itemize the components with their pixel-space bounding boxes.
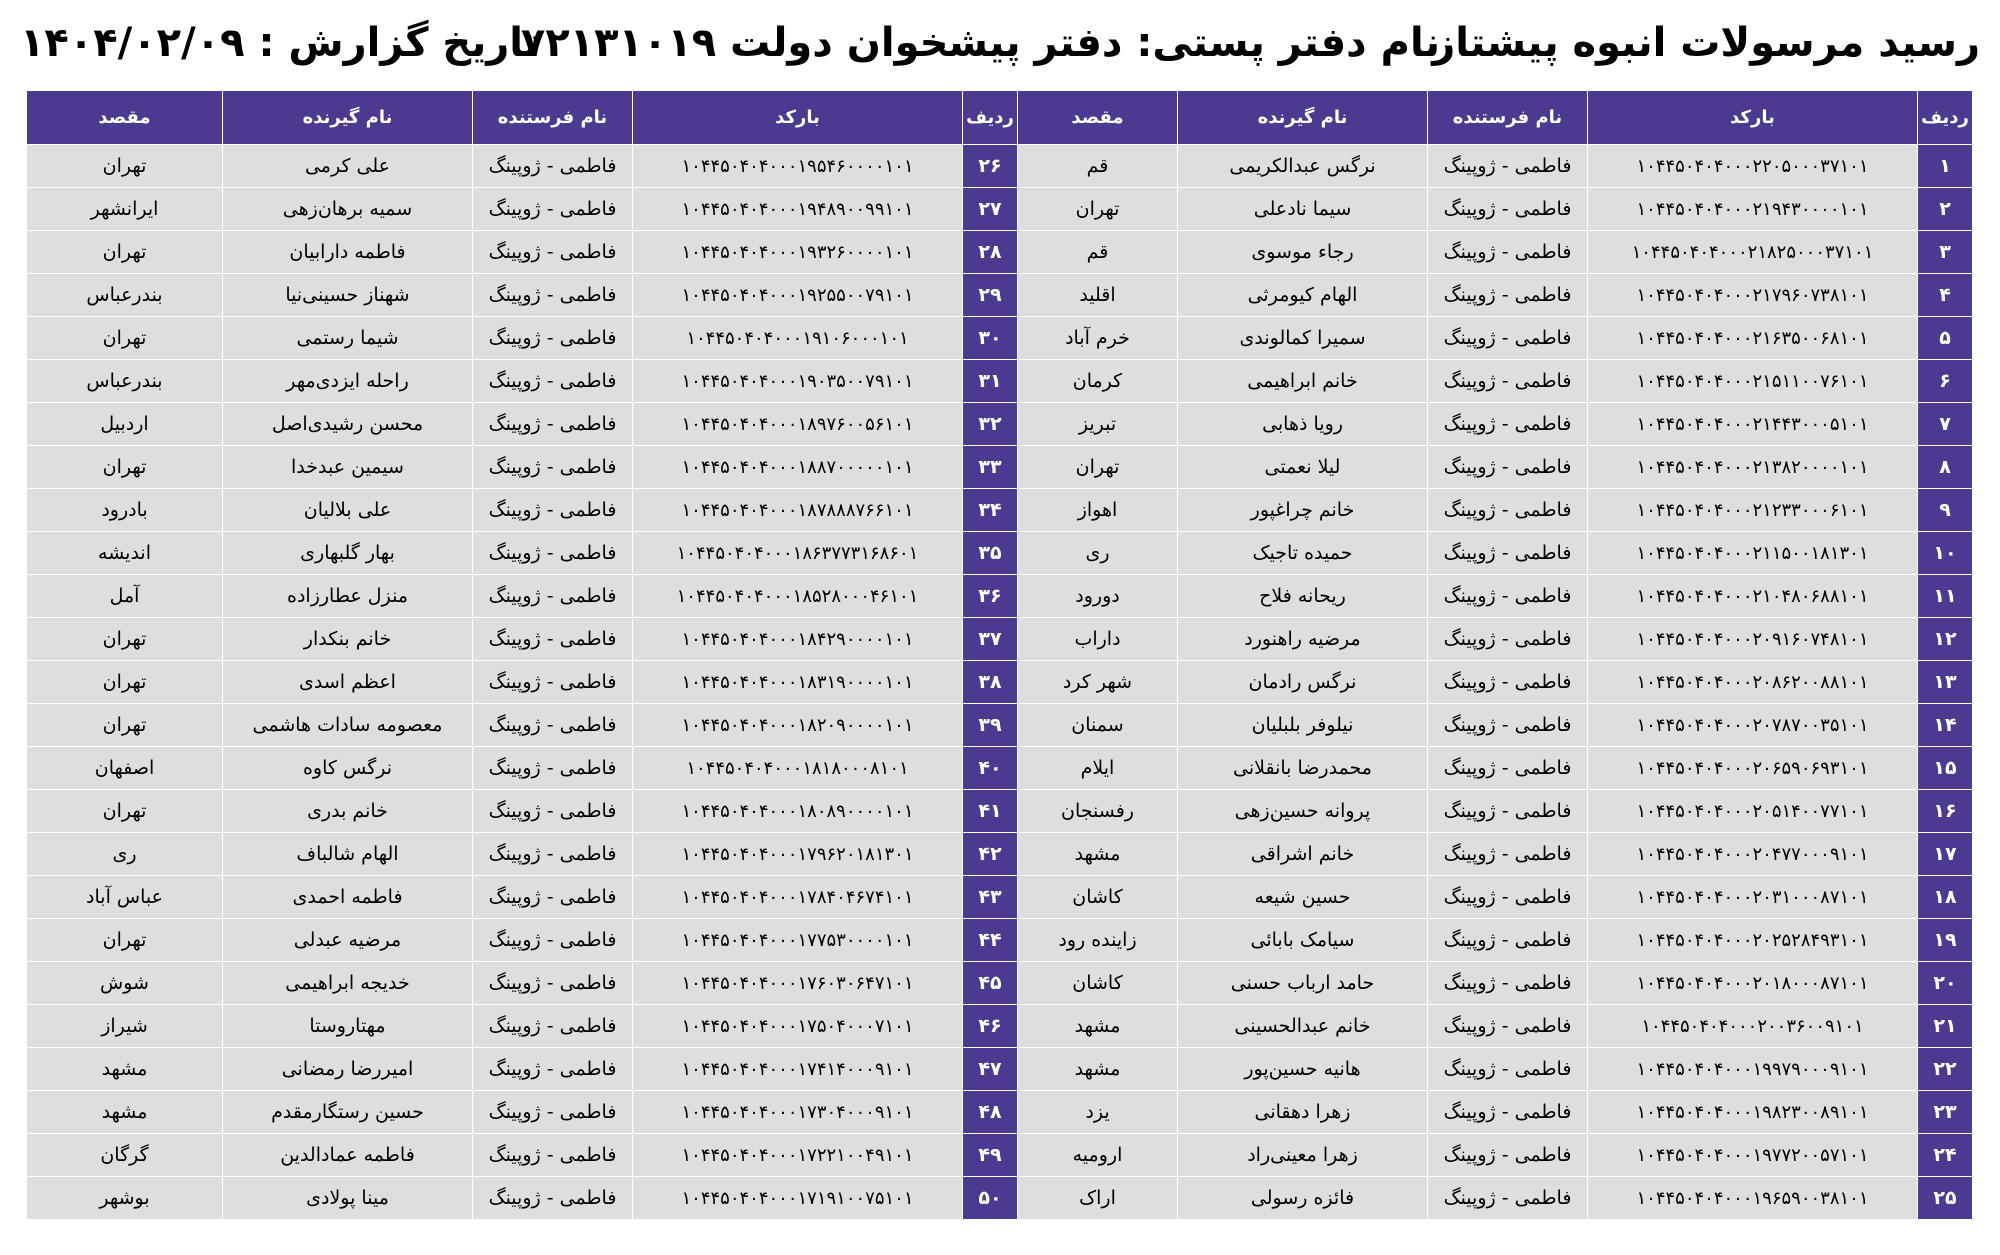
cell-barcode: ۱۰۴۴۵۰۴۰۴۰۰۰۲۰۳۱۰۰۰۸۷۱۰۱ — [1588, 876, 1918, 919]
table-row — [27, 1048, 1973, 1091]
cell-sender: فاطمی - ژوپینگ — [473, 145, 633, 188]
cell-sender: فاطمی - ژوپینگ — [473, 489, 633, 532]
cell-row-number: ۱۳ — [1918, 661, 1973, 704]
cell-destination: مشهد — [1018, 1048, 1178, 1091]
cell-sender: فاطمی - ژوپینگ — [473, 1177, 633, 1220]
cell-destination: اهواز — [1018, 489, 1178, 532]
cell-receiver: خانم بدری — [223, 790, 473, 833]
cell-row-number: ۲۱ — [1918, 1005, 1973, 1048]
cell-receiver: شیما رستمی — [223, 317, 473, 360]
cell-row-number: ۴۵ — [963, 962, 1018, 1005]
cell-row-number: ۳۶ — [963, 575, 1018, 618]
cell-sender: فاطمی - ژوپینگ — [1428, 1177, 1588, 1220]
cell-barcode: ۱۰۴۴۵۰۴۰۴۰۰۰۱۸۸۷۰۰۰۰۰۱۰۱ — [633, 446, 963, 489]
cell-barcode: ۱۰۴۴۵۰۴۰۴۰۰۰۲۰۹۱۶۰۷۴۸۱۰۱ — [1588, 618, 1918, 661]
cell-barcode: ۱۰۴۴۵۰۴۰۴۰۰۰۲۰۸۶۲۰۰۸۸۱۰۱ — [1588, 661, 1918, 704]
cell-row-number: ۱۶ — [1918, 790, 1973, 833]
cell-row-number: ۳۹ — [963, 704, 1018, 747]
cell-row-number: ۳۲ — [963, 403, 1018, 446]
cell-destination: خرم آباد — [1018, 317, 1178, 360]
cell-destination: مشهد — [27, 1048, 223, 1091]
cell-barcode: ۱۰۴۴۵۰۴۰۴۰۰۰۱۹۰۳۵۰۰۷۹۱۰۱ — [633, 360, 963, 403]
cell-receiver: نیلوفر بلبلیان — [1178, 704, 1428, 747]
cell-receiver: فاطمه دارابیان — [223, 231, 473, 274]
cell-receiver: فاطمه عمادالدین — [223, 1134, 473, 1177]
cell-receiver: زهرا معینی‌راد — [1178, 1134, 1428, 1177]
cell-row-number: ۲۷ — [963, 188, 1018, 231]
cell-sender: فاطمی - ژوپینگ — [1428, 532, 1588, 575]
cell-destination: شیراز — [27, 1005, 223, 1048]
cell-receiver: مرضیه راهنورد — [1178, 618, 1428, 661]
cell-row-number: ۴۴ — [963, 919, 1018, 962]
cell-destination: تهران — [27, 446, 223, 489]
cell-sender: فاطمی - ژوپینگ — [473, 704, 633, 747]
cell-destination: تهران — [1018, 446, 1178, 489]
cell-sender: فاطمی - ژوپینگ — [1428, 1048, 1588, 1091]
table-row — [27, 790, 1973, 833]
cell-receiver: رویا ذهابی — [1178, 403, 1428, 446]
cell-sender: فاطمی - ژوپینگ — [473, 1005, 633, 1048]
cell-barcode: ۱۰۴۴۵۰۴۰۴۰۰۰۲۱۷۹۶۰۷۳۸۱۰۱ — [1588, 274, 1918, 317]
cell-destination: مشهد — [27, 1091, 223, 1134]
cell-barcode: ۱۰۴۴۵۰۴۰۴۰۰۰۱۸۰۸۹۰۰۰۰۱۰۱ — [633, 790, 963, 833]
cell-row-number: ۱۹ — [1918, 919, 1973, 962]
cell-receiver: مرضیه عبدلی — [223, 919, 473, 962]
cell-sender: فاطمی - ژوپینگ — [1428, 747, 1588, 790]
cell-sender: فاطمی - ژوپینگ — [1428, 360, 1588, 403]
cell-row-number: ۳۷ — [963, 618, 1018, 661]
cell-sender: فاطمی - ژوپینگ — [473, 876, 633, 919]
col-header-sender: نام فرستنده — [1428, 91, 1588, 145]
cell-receiver: فاطمه احمدی — [223, 876, 473, 919]
cell-receiver: محمدرضا بانقلانی — [1178, 747, 1428, 790]
cell-destination: یزد — [1018, 1091, 1178, 1134]
col-header-row-number: ردیف — [1918, 91, 1973, 145]
cell-receiver: سمیه برهان‌زهی — [223, 188, 473, 231]
cell-barcode: ۱۰۴۴۵۰۴۰۴۰۰۰۱۷۶۰۳۰۶۴۷۱۰۱ — [633, 962, 963, 1005]
cell-receiver: سیمین عبدخدا — [223, 446, 473, 489]
cell-destination: دورود — [1018, 575, 1178, 618]
cell-row-number: ۱ — [1918, 145, 1973, 188]
cell-row-number: ۲۸ — [963, 231, 1018, 274]
cell-sender: فاطمی - ژوپینگ — [473, 274, 633, 317]
cell-barcode: ۱۰۴۴۵۰۴۰۴۰۰۰۲۱۸۲۵۰۰۰۳۷۱۰۱ — [1588, 231, 1918, 274]
cell-receiver: هانیه حسین‌پور — [1178, 1048, 1428, 1091]
cell-barcode: ۱۰۴۴۵۰۴۰۴۰۰۰۲۰۱۸۰۰۰۸۷۱۰۱ — [1588, 962, 1918, 1005]
table-row — [27, 188, 1973, 231]
cell-sender: فاطمی - ژوپینگ — [1428, 575, 1588, 618]
report-title: رسید مرسولات انبوه پیشتاز — [1432, 20, 1980, 66]
cell-barcode: ۱۰۴۴۵۰۴۰۴۰۰۰۲۱۳۸۲۰۰۰۰۱۰۱ — [1588, 446, 1918, 489]
cell-row-number: ۲۹ — [963, 274, 1018, 317]
cell-destination: شهر کرد — [1018, 661, 1178, 704]
cell-sender: فاطمی - ژوپینگ — [1428, 274, 1588, 317]
table-row — [27, 1177, 1973, 1220]
col-header-receiver: نام گیرنده — [223, 91, 473, 145]
cell-destination: تهران — [27, 661, 223, 704]
cell-destination: شوش — [27, 962, 223, 1005]
cell-barcode: ۱۰۴۴۵۰۴۰۴۰۰۰۱۹۴۸۹۰۰۹۹۱۰۱ — [633, 188, 963, 231]
cell-row-number: ۵۰ — [963, 1177, 1018, 1220]
cell-sender: فاطمی - ژوپینگ — [1428, 618, 1588, 661]
cell-receiver: حسین شیعه — [1178, 876, 1428, 919]
cell-barcode: ۱۰۴۴۵۰۴۰۴۰۰۰۲۱۰۴۸۰۶۸۸۱۰۱ — [1588, 575, 1918, 618]
table-row — [27, 876, 1973, 919]
cell-row-number: ۲۴ — [1918, 1134, 1973, 1177]
cell-sender: فاطمی - ژوپینگ — [473, 919, 633, 962]
cell-destination: تهران — [27, 704, 223, 747]
cell-row-number: ۴۲ — [963, 833, 1018, 876]
cell-sender: فاطمی - ژوپینگ — [1428, 403, 1588, 446]
cell-row-number: ۳۰ — [963, 317, 1018, 360]
cell-barcode: ۱۰۴۴۵۰۴۰۴۰۰۰۱۹۳۲۶۰۰۰۰۱۰۱ — [633, 231, 963, 274]
cell-destination: ایلام — [1018, 747, 1178, 790]
cell-sender: فاطمی - ژوپینگ — [473, 360, 633, 403]
cell-barcode: ۱۰۴۴۵۰۴۰۴۰۰۰۱۷۱۹۱۰۰۷۵۱۰۱ — [633, 1177, 963, 1220]
cell-barcode: ۱۰۴۴۵۰۴۰۴۰۰۰۱۹۵۴۶۰۰۰۰۱۰۱ — [633, 145, 963, 188]
cell-sender: فاطمی - ژوپینگ — [1428, 317, 1588, 360]
cell-barcode: ۱۰۴۴۵۰۴۰۴۰۰۰۲۰۴۷۷۰۰۰۹۱۰۱ — [1588, 833, 1918, 876]
cell-destination: تهران — [27, 618, 223, 661]
cell-destination: ری — [1018, 532, 1178, 575]
cell-receiver: خانم عبدالحسینی — [1178, 1005, 1428, 1048]
cell-receiver: راحله ایزدی‌مهر — [223, 360, 473, 403]
cell-barcode: ۱۰۴۴۵۰۴۰۴۰۰۰۱۹۷۷۲۰۰۵۷۱۰۱ — [1588, 1134, 1918, 1177]
cell-destination: رفسنجان — [1018, 790, 1178, 833]
cell-barcode: ۱۰۴۴۵۰۴۰۴۰۰۰۱۹۶۵۹۰۰۳۸۱۰۱ — [1588, 1177, 1918, 1220]
cell-barcode: ۱۰۴۴۵۰۴۰۴۰۰۰۱۸۶۳۷۷۳۱۶۸۶۰۱ — [633, 532, 963, 575]
table-row — [27, 618, 1973, 661]
cell-receiver: معصومه سادات هاشمی — [223, 704, 473, 747]
cell-sender: فاطمی - ژوپینگ — [473, 1134, 633, 1177]
cell-destination: زاینده رود — [1018, 919, 1178, 962]
table-row — [27, 403, 1973, 446]
cell-barcode: ۱۰۴۴۵۰۴۰۴۰۰۰۱۷۳۰۴۰۰۰۹۱۰۱ — [633, 1091, 963, 1134]
table-row — [27, 747, 1973, 790]
cell-sender: فاطمی - ژوپینگ — [1428, 446, 1588, 489]
cell-row-number: ۴۱ — [963, 790, 1018, 833]
cell-destination: ارومیه — [1018, 1134, 1178, 1177]
cell-sender: فاطمی - ژوپینگ — [473, 188, 633, 231]
cell-destination: تهران — [1018, 188, 1178, 231]
cell-receiver: شهناز حسینی‌نیا — [223, 274, 473, 317]
cell-sender: فاطمی - ژوپینگ — [473, 661, 633, 704]
cell-barcode: ۱۰۴۴۵۰۴۰۴۰۰۰۲۱۲۳۳۰۰۰۶۱۰۱ — [1588, 489, 1918, 532]
cell-sender: فاطمی - ژوپینگ — [473, 747, 633, 790]
cell-sender: فاطمی - ژوپینگ — [473, 833, 633, 876]
cell-barcode: ۱۰۴۴۵۰۴۰۴۰۰۰۲۱۵۱۱۰۰۷۶۱۰۱ — [1588, 360, 1918, 403]
cell-receiver: الهام کیومرثی — [1178, 274, 1428, 317]
cell-barcode: ۱۰۴۴۵۰۴۰۴۰۰۰۲۱۶۳۵۰۰۶۸۱۰۱ — [1588, 317, 1918, 360]
cell-row-number: ۳ — [1918, 231, 1973, 274]
cell-sender: فاطمی - ژوپینگ — [473, 403, 633, 446]
cell-barcode: ۱۰۴۴۵۰۴۰۴۰۰۰۱۷۹۶۲۰۱۸۱۳۰۱ — [633, 833, 963, 876]
cell-barcode: ۱۰۴۴۵۰۴۰۴۰۰۰۲۲۰۵۰۰۰۳۷۱۰۱ — [1588, 145, 1918, 188]
cell-row-number: ۳۳ — [963, 446, 1018, 489]
cell-sender: فاطمی - ژوپینگ — [473, 317, 633, 360]
table-row — [27, 962, 1973, 1005]
cell-row-number: ۹ — [1918, 489, 1973, 532]
col-header-row-number: ردیف — [963, 91, 1018, 145]
cell-row-number: ۳۴ — [963, 489, 1018, 532]
cell-receiver: بهار گلبهاری — [223, 532, 473, 575]
cell-destination: آمل — [27, 575, 223, 618]
cell-row-number: ۱۴ — [1918, 704, 1973, 747]
cell-receiver: علی بلالیان — [223, 489, 473, 532]
cell-destination: مشهد — [1018, 833, 1178, 876]
cell-row-number: ۶ — [1918, 360, 1973, 403]
table-row — [27, 833, 1973, 876]
cell-receiver: لیلا نعمتی — [1178, 446, 1428, 489]
cell-sender: فاطمی - ژوپینگ — [473, 618, 633, 661]
cell-sender: فاطمی - ژوپینگ — [473, 1091, 633, 1134]
table-row — [27, 231, 1973, 274]
cell-barcode: ۱۰۴۴۵۰۴۰۴۰۰۰۱۹۹۷۹۰۰۰۹۱۰۱ — [1588, 1048, 1918, 1091]
cell-sender: فاطمی - ژوپینگ — [1428, 1134, 1588, 1177]
cell-barcode: ۱۰۴۴۵۰۴۰۴۰۰۰۱۹۸۲۳۰۰۸۹۱۰۱ — [1588, 1091, 1918, 1134]
cell-destination: اصفهان — [27, 747, 223, 790]
cell-receiver: نرگس رادمان — [1178, 661, 1428, 704]
cell-sender: فاطمی - ژوپینگ — [1428, 661, 1588, 704]
table-row — [27, 317, 1973, 360]
cell-row-number: ۱۰ — [1918, 532, 1973, 575]
cell-destination: اراک — [1018, 1177, 1178, 1220]
cell-row-number: ۲۵ — [1918, 1177, 1973, 1220]
cell-barcode: ۱۰۴۴۵۰۴۰۴۰۰۰۱۸۱۸۰۰۰۸۱۰۱ — [633, 747, 963, 790]
cell-receiver: مینا پولادی — [223, 1177, 473, 1220]
cell-receiver: پروانه حسین‌زهی — [1178, 790, 1428, 833]
col-header-sender: نام فرستنده — [473, 91, 633, 145]
cell-sender: فاطمی - ژوپینگ — [1428, 833, 1588, 876]
cell-sender: فاطمی - ژوپینگ — [1428, 145, 1588, 188]
cell-sender: فاطمی - ژوپینگ — [1428, 876, 1588, 919]
cell-barcode: ۱۰۴۴۵۰۴۰۴۰۰۰۲۰۲۵۲۸۴۹۳۱۰۱ — [1588, 919, 1918, 962]
table-row — [27, 360, 1973, 403]
col-header-destination: مقصد — [27, 91, 223, 145]
cell-row-number: ۵ — [1918, 317, 1973, 360]
table-row — [27, 145, 1973, 188]
cell-row-number: ۱۱ — [1918, 575, 1973, 618]
report-date: تاریخ گزارش : ۱۴۰۴/۰۲/۰۹ — [20, 20, 540, 66]
cell-row-number: ۲۰ — [1918, 962, 1973, 1005]
cell-barcode: ۱۰۴۴۵۰۴۰۴۰۰۰۱۷۷۵۳۰۰۰۰۱۰۱ — [633, 919, 963, 962]
cell-destination: گرگان — [27, 1134, 223, 1177]
cell-receiver: اعظم اسدی — [223, 661, 473, 704]
cell-receiver: علی کرمی — [223, 145, 473, 188]
cell-destination: کاشان — [1018, 876, 1178, 919]
cell-sender: فاطمی - ژوپینگ — [473, 1048, 633, 1091]
cell-row-number: ۴۸ — [963, 1091, 1018, 1134]
cell-receiver: خدیجه ابراهیمی — [223, 962, 473, 1005]
cell-receiver: خانم بنکدار — [223, 618, 473, 661]
cell-destination: تهران — [27, 317, 223, 360]
cell-row-number: ۲ — [1918, 188, 1973, 231]
cell-receiver: سیما نادعلی — [1178, 188, 1428, 231]
cell-row-number: ۴۷ — [963, 1048, 1018, 1091]
cell-sender: فاطمی - ژوپینگ — [473, 532, 633, 575]
cell-barcode: ۱۰۴۴۵۰۴۰۴۰۰۰۲۰۶۵۹۰۶۹۳۱۰۱ — [1588, 747, 1918, 790]
shipments-table — [26, 90, 1973, 1220]
cell-sender: فاطمی - ژوپینگ — [1428, 231, 1588, 274]
cell-row-number: ۲۲ — [1918, 1048, 1973, 1091]
cell-destination: بوشهر — [27, 1177, 223, 1220]
cell-destination: عباس آباد — [27, 876, 223, 919]
cell-receiver: مهتاروستا — [223, 1005, 473, 1048]
table-row — [27, 489, 1973, 532]
cell-row-number: ۴۹ — [963, 1134, 1018, 1177]
cell-barcode: ۱۰۴۴۵۰۴۰۴۰۰۰۲۰۵۱۴۰۰۷۷۱۰۱ — [1588, 790, 1918, 833]
cell-barcode: ۱۰۴۴۵۰۴۰۴۰۰۰۱۷۵۰۴۰۰۰۷۱۰۱ — [633, 1005, 963, 1048]
cell-receiver: ریحانه فلاح — [1178, 575, 1428, 618]
cell-receiver: حامد ارباب حسنی — [1178, 962, 1428, 1005]
cell-destination: ایرانشهر — [27, 188, 223, 231]
cell-receiver: خانم ابراهیمی — [1178, 360, 1428, 403]
cell-barcode: ۱۰۴۴۵۰۴۰۴۰۰۰۱۸۵۲۸۰۰۰۴۶۱۰۱ — [633, 575, 963, 618]
table-row — [27, 575, 1973, 618]
cell-sender: فاطمی - ژوپینگ — [1428, 790, 1588, 833]
cell-row-number: ۳۸ — [963, 661, 1018, 704]
cell-destination: تهران — [27, 919, 223, 962]
cell-destination: کرمان — [1018, 360, 1178, 403]
cell-destination: ری — [27, 833, 223, 876]
cell-receiver: فائزه رسولی — [1178, 1177, 1428, 1220]
cell-receiver: نرگس عبدالکریمی — [1178, 145, 1428, 188]
cell-row-number: ۲۶ — [963, 145, 1018, 188]
cell-destination: کاشان — [1018, 962, 1178, 1005]
cell-sender: فاطمی - ژوپینگ — [1428, 704, 1588, 747]
cell-barcode: ۱۰۴۴۵۰۴۰۴۰۰۰۱۸۳۱۹۰۰۰۰۱۰۱ — [633, 661, 963, 704]
cell-receiver: منزل عطارزاده — [223, 575, 473, 618]
cell-destination: قم — [1018, 231, 1178, 274]
col-header-destination: مقصد — [1018, 91, 1178, 145]
cell-row-number: ۱۷ — [1918, 833, 1973, 876]
table-row — [27, 661, 1973, 704]
table-row — [27, 1005, 1973, 1048]
cell-barcode: ۱۰۴۴۵۰۴۰۴۰۰۰۱۸۹۷۶۰۰۵۶۱۰۱ — [633, 403, 963, 446]
cell-destination: اندیشه — [27, 532, 223, 575]
cell-destination: تهران — [27, 145, 223, 188]
cell-row-number: ۸ — [1918, 446, 1973, 489]
cell-barcode: ۱۰۴۴۵۰۴۰۴۰۰۰۱۸۷۸۸۸۷۶۶۱۰۱ — [633, 489, 963, 532]
cell-receiver: خانم اشراقی — [1178, 833, 1428, 876]
table-row — [27, 532, 1973, 575]
cell-receiver: رجاء موسوی — [1178, 231, 1428, 274]
cell-destination: تبریز — [1018, 403, 1178, 446]
table-row — [27, 446, 1973, 489]
cell-receiver: خانم چراغپور — [1178, 489, 1428, 532]
col-header-barcode: بارکد — [1588, 91, 1918, 145]
cell-destination: مشهد — [1018, 1005, 1178, 1048]
cell-sender: فاطمی - ژوپینگ — [473, 446, 633, 489]
cell-sender: فاطمی - ژوپینگ — [473, 575, 633, 618]
cell-destination: تهران — [27, 790, 223, 833]
cell-receiver: حسین رستگارمقدم — [223, 1091, 473, 1134]
cell-barcode: ۱۰۴۴۵۰۴۰۴۰۰۰۱۹۲۵۵۰۰۷۹۱۰۱ — [633, 274, 963, 317]
cell-row-number: ۳۱ — [963, 360, 1018, 403]
report-header — [20, 8, 1980, 78]
cell-sender: فاطمی - ژوپینگ — [473, 962, 633, 1005]
cell-receiver: سیامک بابائی — [1178, 919, 1428, 962]
cell-destination: بندرعباس — [27, 360, 223, 403]
cell-destination: داراب — [1018, 618, 1178, 661]
cell-receiver: حمیده تاجیک — [1178, 532, 1428, 575]
cell-destination: قم — [1018, 145, 1178, 188]
col-header-receiver: نام گیرنده — [1178, 91, 1428, 145]
cell-barcode: ۱۰۴۴۵۰۴۰۴۰۰۰۱۷۸۴۰۴۶۷۴۱۰۱ — [633, 876, 963, 919]
cell-sender: فاطمی - ژوپینگ — [1428, 188, 1588, 231]
cell-row-number: ۷ — [1918, 403, 1973, 446]
cell-row-number: ۱۸ — [1918, 876, 1973, 919]
cell-barcode: ۱۰۴۴۵۰۴۰۴۰۰۰۲۰۷۸۷۰۰۳۵۱۰۱ — [1588, 704, 1918, 747]
cell-row-number: ۴ — [1918, 274, 1973, 317]
table-row — [27, 919, 1973, 962]
cell-destination: اردبیل — [27, 403, 223, 446]
cell-barcode: ۱۰۴۴۵۰۴۰۴۰۰۰۲۱۱۵۰۰۱۸۱۳۰۱ — [1588, 532, 1918, 575]
cell-row-number: ۱۲ — [1918, 618, 1973, 661]
table-row — [27, 274, 1973, 317]
cell-sender: فاطمی - ژوپینگ — [473, 790, 633, 833]
cell-receiver: زهرا دهقانی — [1178, 1091, 1428, 1134]
table-row — [27, 1091, 1973, 1134]
cell-destination: اقلید — [1018, 274, 1178, 317]
cell-barcode: ۱۰۴۴۵۰۴۰۴۰۰۰۱۸۴۲۹۰۰۰۰۱۰۱ — [633, 618, 963, 661]
cell-barcode: ۱۰۴۴۵۰۴۰۴۰۰۰۱۸۲۰۹۰۰۰۰۱۰۱ — [633, 704, 963, 747]
cell-sender: فاطمی - ژوپینگ — [1428, 1005, 1588, 1048]
cell-barcode: ۱۰۴۴۵۰۴۰۴۰۰۰۲۰۰۳۶۰۰۹۱۰۱ — [1588, 1005, 1918, 1048]
cell-row-number: ۱۵ — [1918, 747, 1973, 790]
cell-barcode: ۱۰۴۴۵۰۴۰۴۰۰۰۱۷۴۱۴۰۰۰۹۱۰۱ — [633, 1048, 963, 1091]
cell-destination: تهران — [27, 231, 223, 274]
cell-barcode: ۱۰۴۴۵۰۴۰۴۰۰۰۲۱۹۴۳۰۰۰۰۱۰۱ — [1588, 188, 1918, 231]
cell-row-number: ۴۶ — [963, 1005, 1018, 1048]
cell-row-number: ۴۳ — [963, 876, 1018, 919]
cell-destination: بندرعباس — [27, 274, 223, 317]
table-row — [27, 704, 1973, 747]
cell-barcode: ۱۰۴۴۵۰۴۰۴۰۰۰۲۱۴۴۳۰۰۰۵۱۰۱ — [1588, 403, 1918, 446]
cell-sender: فاطمی - ژوپینگ — [1428, 962, 1588, 1005]
cell-receiver: امیررضا رمضانی — [223, 1048, 473, 1091]
cell-barcode: ۱۰۴۴۵۰۴۰۴۰۰۰۱۷۲۲۱۰۰۴۹۱۰۱ — [633, 1134, 963, 1177]
cell-receiver: الهام شالباف — [223, 833, 473, 876]
cell-receiver: نرگس کاوه — [223, 747, 473, 790]
table-header-row — [27, 91, 1973, 145]
cell-barcode: ۱۰۴۴۵۰۴۰۴۰۰۰۱۹۱۰۶۰۰۰۱۰۱ — [633, 317, 963, 360]
cell-sender: فاطمی - ژوپینگ — [1428, 489, 1588, 532]
cell-sender: فاطمی - ژوپینگ — [473, 231, 633, 274]
cell-row-number: ۳۵ — [963, 532, 1018, 575]
cell-sender: فاطمی - ژوپینگ — [1428, 919, 1588, 962]
cell-row-number: ۴۰ — [963, 747, 1018, 790]
table-row — [27, 1134, 1973, 1177]
cell-destination: بادرود — [27, 489, 223, 532]
cell-receiver: سمیرا کمالوندی — [1178, 317, 1428, 360]
cell-destination: سمنان — [1018, 704, 1178, 747]
cell-receiver: محسن رشیدی‌اصل — [223, 403, 473, 446]
cell-sender: فاطمی - ژوپینگ — [1428, 1091, 1588, 1134]
col-header-barcode: بارکد — [633, 91, 963, 145]
post-office-name: نام دفتر پستی: دفتر پیشخوان دولت ۷۲۱۳۱۰۱۹ — [520, 20, 1440, 66]
cell-row-number: ۲۳ — [1918, 1091, 1973, 1134]
